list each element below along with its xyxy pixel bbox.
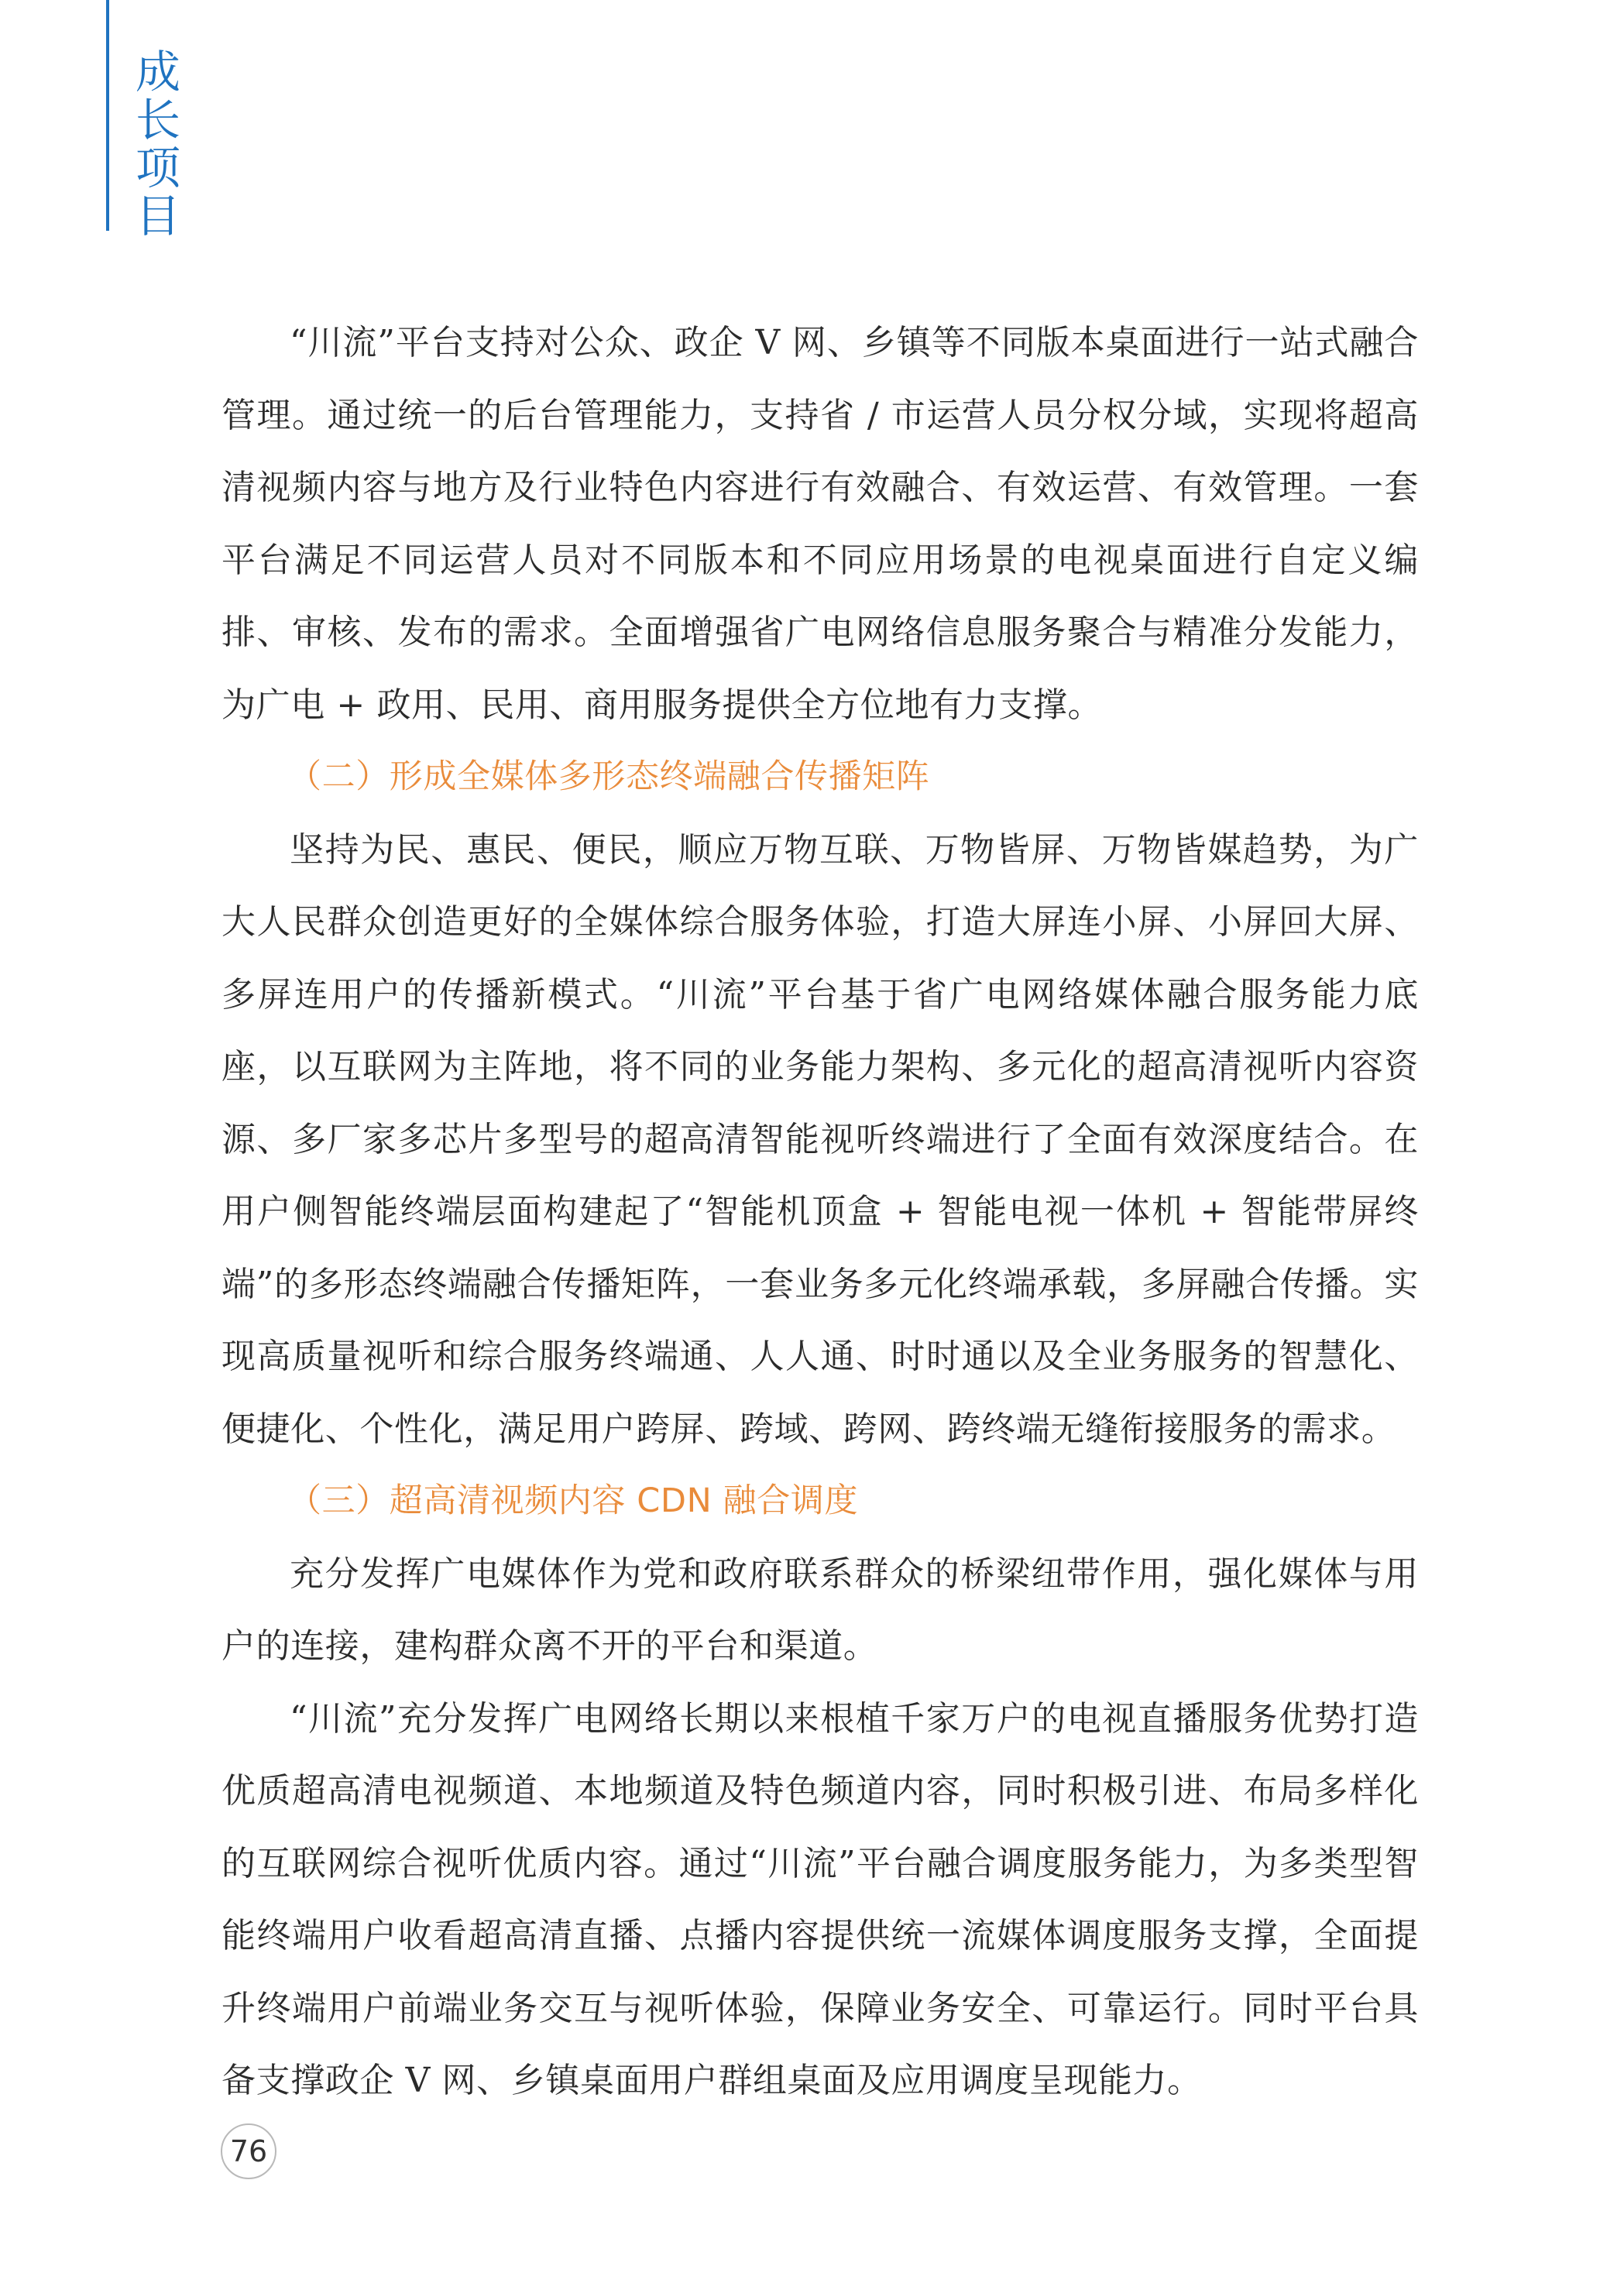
side-accent-rule <box>106 0 109 231</box>
page-number-badge: 76 <box>221 2123 276 2179</box>
side-title-char: 项 <box>135 142 180 194</box>
section-heading: （二）形成全媒体多形态终端融合传播矩阵 <box>288 757 930 796</box>
body-paragraph: 坚持为民、惠民、便民，顺应万物互联、万物皆屏、万物皆媒趋势，为广大人民群众创造更好的全媒体综合服务体验，打造大屏连小屏、小屏回大屏、多屏连用户的传播新模式。“川流”平台基于省广电网络媒体融合服务能力底座，以互联网为主阵地，将不同的业务能力架构、多元化的超高清视听内容资源、多厂家多芯片多型号的超高清智能视听终端进行了全面有效深度结合。在用户侧智能终端层面构建起了“智能机顶盒 + 智能电视一体机 + 智能带屏终端”的多形态终端融合传播矩阵，一套业务多元化终端承载，多屏融合传播。实现高质量视听和综合服务终端通、人人通、时时通以及全业务服务的智慧化、便捷化、个性化，满足用户跨屏、跨域、跨网、跨终端无缝衔接服务的需求。 <box>221 829 1419 1449</box>
section-side-title <box>130 48 186 240</box>
body-paragraph: “川流”平台支持对公众、政企 V 网、乡镇等不同版本桌面进行一站式融合管理。通过统一的后台管理能力，支持省 / 市运营人员分权分域，实现将超高清视频内容与地方及行业特色内容进行有效融合、有效运营、有效管理。一套平台满足不同运营人员对不同版本和不同应用场景的电视桌面进行自定义编排、审核、发布的需求。全面增强省广电网络信息服务聚合与精准分发能力，为广电 + 政用、民用、商用服务提供全方位地有力支撑。 <box>221 323 1419 725</box>
side-title-char: 成 <box>135 46 180 98</box>
body-paragraph: 充分发挥广电媒体作为党和政府联系群众的桥梁纽带作用，强化媒体与用户的连接，建构群众离不开的平台和渠道。 <box>221 1553 1419 1666</box>
side-title-char: 长 <box>135 94 180 146</box>
body-paragraph: “川流”充分发挥广电网络长期以来根植千家万户的电视直播服务优势打造优质超高清电视频道、本地频道及特色频道内容，同时积极引进、布局多样化的互联网综合视听优质内容。通过“川流”平台融合调度服务能力，为多类型智能终端用户收看超高清直播、点播内容提供统一流媒体调度服务支撑，全面提升终端用户前端业务交互与视听体验，保障业务安全、可靠运行。同时平台具备支撑政企 V 网、乡镇桌面用户群组桌面及应用调度呈现能力。 <box>221 1698 1419 2100</box>
section-heading: （三）超高清视频内容 CDN 融合调度 <box>288 1481 859 1520</box>
page-body <box>221 307 1419 2117</box>
side-title-char: 目 <box>135 190 180 242</box>
